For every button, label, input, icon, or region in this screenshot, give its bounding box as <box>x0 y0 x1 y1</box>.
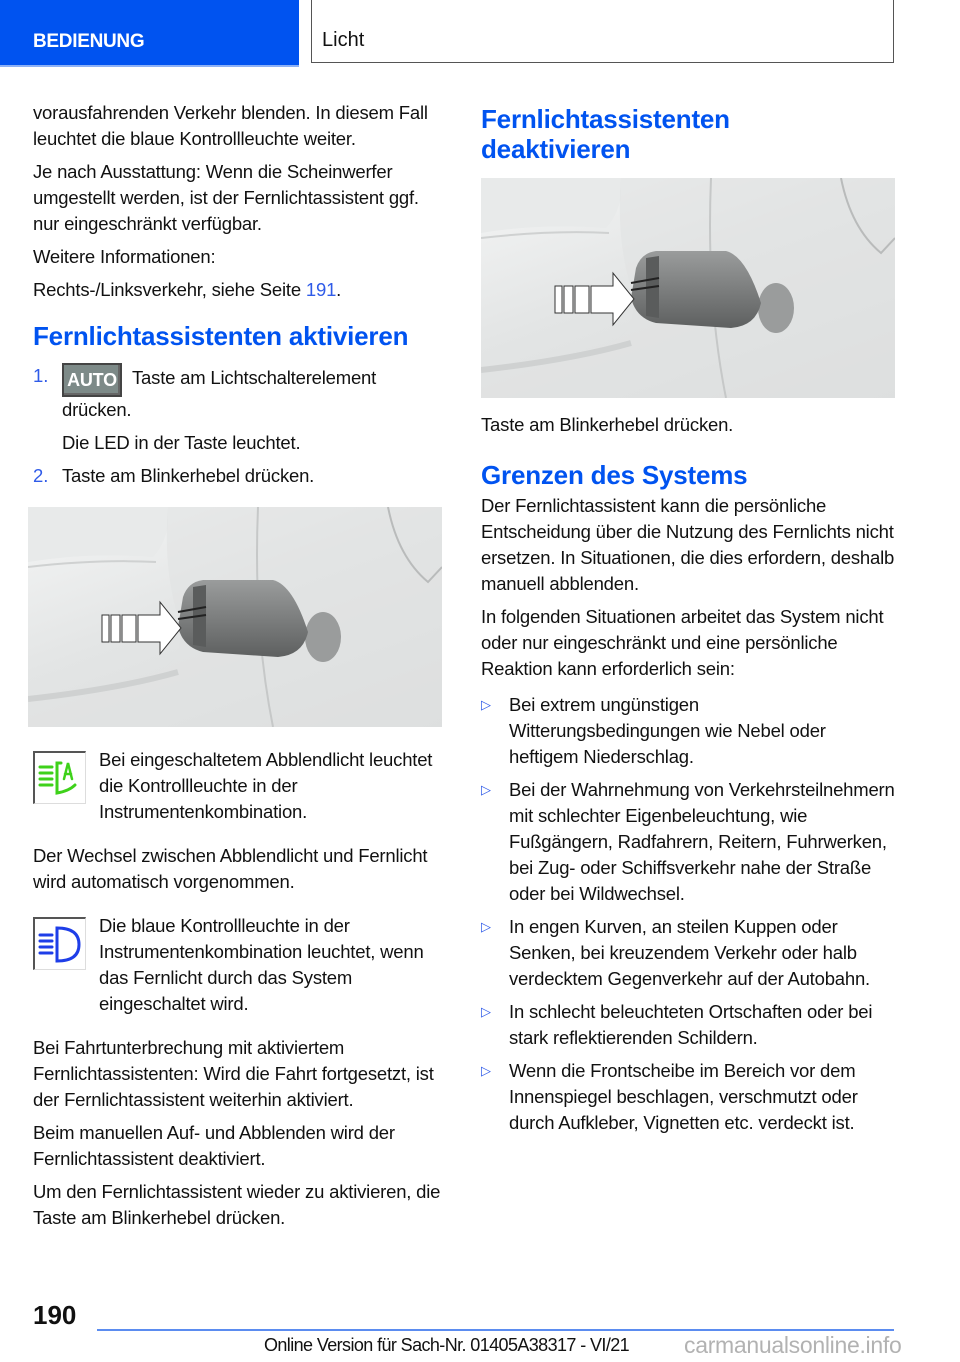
turn-signal-lever-illustration <box>28 507 442 727</box>
step-note: Die LED in der Taste leuchtet. <box>62 432 301 453</box>
list-item-text: Bei extrem ungünstigen Witterungsbedingungen wie Nebel oder heftigem Niederschlag. <box>509 694 826 767</box>
limits-paragraph: In folgenden Situationen arbeitet das System nicht oder nur eingeschränkt und eine persönliche Reaktion kann erforderlich sein: <box>481 606 884 679</box>
limits-paragraph: Der Fernlichtassistent kann die persönliche Entscheidung über die Nutzung des Fernlichts nicht ersetzen. In Situationen, die dies erfordern, deshalb manuell abblenden. <box>481 495 895 594</box>
note-text: Die blaue Kontrollleuchte in der Instrumentenkombination leuchtet, wenn das Fernlicht durch das System eingeschaltet wird. <box>99 915 424 1014</box>
switch-paragraph: Der Wechsel zwischen Abblendlicht und Fernlicht wird automatisch vorgenommen. <box>33 845 428 892</box>
bullet-triangle-icon: ▷ <box>481 1004 491 1019</box>
turn-signal-lever-illustration <box>481 178 895 398</box>
bullet-triangle-icon: ▷ <box>481 1063 491 1078</box>
topic-tab <box>311 0 894 63</box>
list-item <box>481 777 895 907</box>
topic-title: Licht <box>322 29 365 51</box>
high-beam-indicator-icon <box>33 917 86 970</box>
intro-paragraph: Je nach Ausstattung: Wenn die Scheinwerfer umgestellt werden, ist der Fernlichtassistent ggf. nur eingeschränkt verfügbar. <box>33 161 419 234</box>
closing-paragraph: Beim manuellen Auf- und Abblenden wird der Fernlichtassistent deaktiviert. <box>33 1122 395 1169</box>
heading-deactivate: Fernlichtassistenten deaktivieren <box>481 104 730 164</box>
reference-line <box>33 277 445 303</box>
auto-button-icon: AUTO <box>62 363 122 397</box>
page-reference-link[interactable]: 191 <box>305 279 337 300</box>
section-tab <box>0 0 299 67</box>
lever-illustration-graphic <box>28 507 442 727</box>
left-column <box>33 100 445 1238</box>
reference-text: Rechts-/Linksverkehr, siehe Seite <box>33 279 306 300</box>
heading-limits: Grenzen des Systems <box>481 460 748 490</box>
step-1-instruction: Taste am Lichtschalterelement drücken. <box>62 367 377 420</box>
closing-paragraph: Bei Fahrtunterbrechung mit aktiviertem Fernlichtassistenten: Wird die Fahrt fortgesetzt, ist der Fernlichtassistent weiterhin aktiviert. <box>33 1037 434 1110</box>
bullet-triangle-icon: ▷ <box>481 919 491 934</box>
list-item <box>481 914 895 992</box>
list-item-text: Wenn die Frontscheibe im Bereich vor dem Innenspiegel beschlagen, verschmutzt oder durch Aufkleber, Vignetten etc. verdeckt ist. <box>509 1060 858 1133</box>
deactivate-instruction: Taste am Blinkerhebel drücken. <box>481 414 734 435</box>
list-item <box>481 692 895 770</box>
step-number: 2. <box>33 465 49 486</box>
reference-suffix: . <box>336 279 342 300</box>
step-2 <box>33 463 445 489</box>
lever-illustration-graphic <box>481 178 895 398</box>
page-number: 190 <box>33 1300 77 1330</box>
limitations-list <box>481 692 895 1136</box>
bullet-triangle-icon: ▷ <box>481 697 491 712</box>
low-beam-note <box>33 747 445 825</box>
list-item-text: In schlecht beleuchteten Ortschaften oder bei stark reflektierenden Schildern. <box>509 1001 873 1048</box>
right-column <box>481 104 895 1143</box>
high-beam-note <box>33 913 445 1017</box>
low-beam-auto-indicator-icon <box>33 751 86 804</box>
section-title: BEDIENUNG <box>33 31 145 52</box>
footer-divider <box>97 1329 894 1331</box>
closing-paragraph: Um den Fernlichtassistent wieder zu aktivieren, die Taste am Blinkerhebel drücken. <box>33 1181 441 1228</box>
list-item-text: Bei der Wahrnehmung von Verkehrsteilnehmern mit schlechter Eigenbeleuchtung, wie Fußgängern, Radfahrern, Reitern, Fuhrwerken, bei Zug- oder Schiffsverkehr nahe der Straße oder bei Wildwechsel. <box>509 779 895 904</box>
intro-paragraph: Weitere Informationen: <box>33 246 216 267</box>
bullet-triangle-icon: ▷ <box>481 782 491 797</box>
list-item <box>481 999 895 1051</box>
note-text: Bei eingeschaltetem Abblendlicht leuchtet die Kontrollleuchte in der Instrumentenkombination. <box>99 749 433 822</box>
heading-activate: Fernlichtassistenten aktivieren <box>33 321 409 351</box>
step-text: Taste am Blinkerhebel drücken. <box>62 465 315 486</box>
online-version-note: Online Version für Sach-Nr. 01405A38317 - VI/21 <box>264 1335 630 1355</box>
list-item <box>481 1058 895 1136</box>
watermark: carmanualsonline.info <box>684 1332 902 1358</box>
list-item-text: In engen Kurven, an steilen Kuppen oder Senken, bei kreuzendem Verkehr oder halb verdecktem Gegenverkehr auf der Autobahn. <box>509 916 870 989</box>
step-number: 1. <box>33 365 49 386</box>
step-1 <box>33 363 445 456</box>
step-text <box>62 363 445 423</box>
intro-paragraph: vorausfahrenden Verkehr blenden. In diesem Fall leuchtet die blaue Kontrollleuchte weiter. <box>33 102 428 149</box>
